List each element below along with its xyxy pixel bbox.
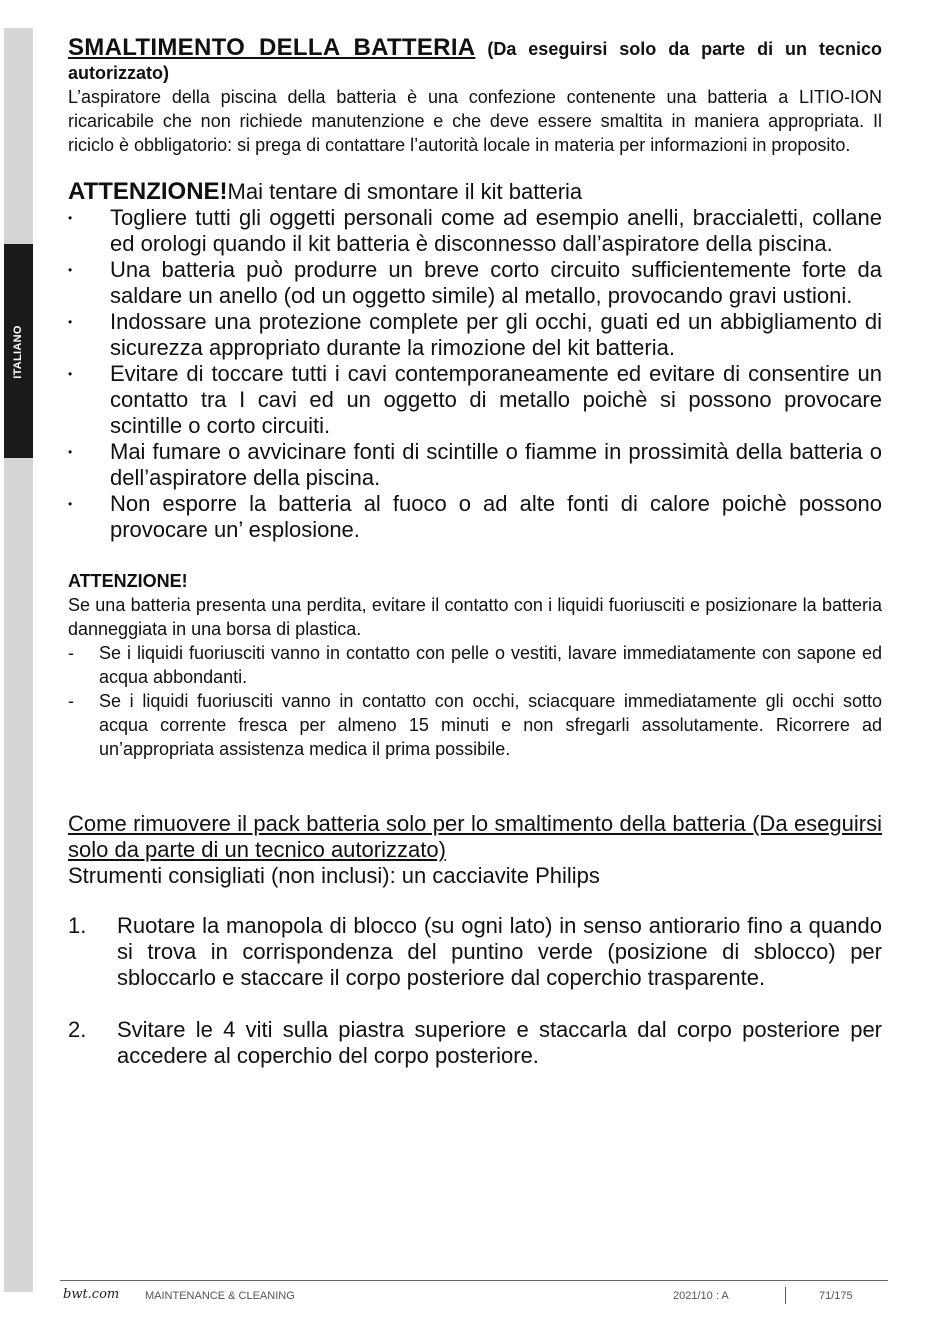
removal-tools: Strumenti consigliati (non inclusi): un cacciavite Philips <box>68 863 600 888</box>
footer-divider <box>785 1287 786 1304</box>
leak-warning-list <box>68 641 882 761</box>
step-item <box>68 1017 882 1069</box>
list-item: - Se i liquidi fuoriusciti vanno in contatto con pelle o vestiti, lavare immediatamente con sapone ed acqua abbondanti. <box>68 641 882 689</box>
leak-warning-intro: Se una batteria presenta una perdita, evitare il contatto con i liquidi fuoriusciti e posizionare la batteria danneggiata in una borsa di plastica. <box>68 595 882 639</box>
section-title-main: SMALTIMENTO DELLA BATTERIA <box>68 34 476 61</box>
step-item <box>68 913 882 991</box>
page-number: 71/175 <box>819 1290 853 1302</box>
removal-title: Come rimuovere il pack batteria solo per lo smaltimento della batteria (Da eseguirsi solo da parte di un tecnico autorizzato) <box>68 811 882 862</box>
disposal-paragraph: L’aspiratore della piscina della batteria è una confezione contenente una batteria a LITIO-ION ricaricabile che non richiede manutenzione e che deve essere smaltita in maniera appropriata. Il riciclo è obbligatorio: si prega di contattare l’autorità locale in materia per informazioni in proposito. <box>68 87 882 155</box>
list-item: • Mai fumare o avvicinare fonti di scintille o fiamme in prossimità della batteria o dell’aspiratore della piscina. <box>68 439 882 491</box>
list-item: • Evitare di toccare tutti i cavi contemporaneamente ed evitare di consentire un contatto tra I cavi ed un oggetto di metallo poichè si possono provocare scintille o corto circuiti. <box>68 361 882 439</box>
step-number: 1. <box>68 913 87 938</box>
section-title-note: (Da eseguirsi solo da parte di un tecnico autorizzato) <box>68 39 882 83</box>
warning-label: ATTENZIONE! <box>68 178 228 205</box>
list-item: - Se i liquidi fuoriusciti vanno in contatto con occhi, sciacquare immediatamente gli occhi sotto acqua corrente fresca per almeno 15 minuti e non sfregarli assolutamente. Ricorrere ad un’appropriata assistenza medica il prima possibile. <box>68 689 882 761</box>
page-content <box>68 36 882 1095</box>
list-item: • Una batteria può produrre un breve corto circuito sufficientemente forte da saldare un anello (od un oggetto simile) al metallo, provocando gravi ustioni. <box>68 257 882 309</box>
section-title <box>68 36 882 85</box>
warning-heading <box>68 179 882 205</box>
footer-date: 2021/10 : A <box>673 1290 729 1302</box>
leak-warning-title: ATTENZIONE! <box>68 571 188 591</box>
warning-text: Mai tentare di smontare il kit batteria <box>227 179 583 204</box>
step-text: Svitare le 4 viti sulla piastra superiore e staccarla dal corpo posteriore per accedere al coperchio del corpo posteriore. <box>117 1017 882 1068</box>
warning-list <box>68 205 882 543</box>
language-tab-label: ITALIANO <box>12 325 24 379</box>
list-item: • Non esporre la batteria al fuoco o ad alte fonti di calore poichè possono provocare un’ esplosione. <box>68 491 882 543</box>
list-item: • Togliere tutti gli oggetti personali come ad esempio anelli, braccialetti, collane ed orologi quando il kit batteria è disconnesso dall’aspiratore della piscina. <box>68 205 882 257</box>
page-footer <box>60 1280 888 1305</box>
step-text: Ruotare la manopola di blocco (su ogni lato) in senso antiorario fino a quando si trova in corrispondenza del puntino verde (posizione di sblocco) per sbloccarlo e staccare il corpo posteriore dal coperchio trasparente. <box>117 913 882 990</box>
footer-section-name: MAINTENANCE & CLEANING <box>145 1290 295 1302</box>
step-number: 2. <box>68 1017 87 1042</box>
list-item: • Indossare una protezione complete per gli occhi, guati ed un abbigliamento di sicurezza appropriato durante la rimozione del kit batteria. <box>68 309 882 361</box>
side-margin-bar <box>4 28 33 1292</box>
removal-steps <box>68 913 882 1069</box>
brand-logo: bwt.com <box>63 1287 120 1302</box>
